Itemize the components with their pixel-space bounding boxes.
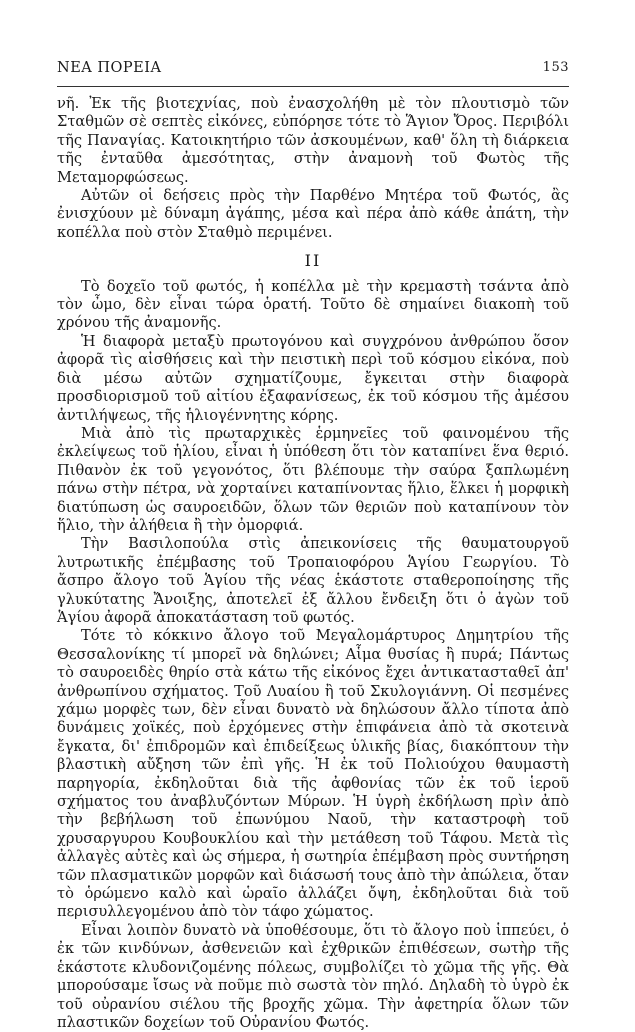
page-number: 153: [542, 60, 569, 75]
paragraph: Εἶναι λοιπὸν δυνατὸ νὰ ὑποθέσουμε, ὅτι τὸ ἄλογο ποὺ ἱππεύει, ὁ ἐκ τῶν κινδύνων, ἀσθενειῶν καὶ ἐχθρικῶν ἐπιθέσεων, σωτὴρ τῆς ἑκάστοτε κλυδονιζομένης πόλεως, συμβολίζει τὸ χῶμα τῆς γῆς. Θὰ μπορούσαμε ἴσως νὰ ποῦμε πιὸ σωστὰ τὸν πηλό. Δηλαδὴ τὸ ὑγρὸ ἐκ τοῦ οὐρανίου σιέλου τῆς βροχῆς χῶμα. Τὴν ἀφετηρία ὅλων τῶν πλαστικῶν δοχείων τοῦ Οὐρανίου Φωτός.: [57, 921, 569, 1031]
running-header: [57, 60, 569, 80]
paragraph: Αὐτῶν οἱ δεήσεις πρὸς τὴν Παρθένο Μητέρα τοῦ Φωτός, ἂς ἐνισχύουν μὲ δύναμη ἀγάπης, μέσα καὶ πέρα ἀπὸ κάθε ἀπάτη, τὴν κοπέλλα ποὺ στὸν Σταθμὸ περιμένει.: [57, 187, 569, 241]
journal-title: ΝΕΑ ΠΟΡΕΙΑ: [57, 60, 162, 76]
header-rule: [57, 86, 569, 87]
paragraph: Τότε τὸ κόκκινο ἄλογο τοῦ Μεγαλομάρτυρος Δημητρίου τῆς Θεσσαλονίκης τί μπορεῖ νὰ δηλώνει; Αἷμα θυσίας ἢ πυρά; Πάντως τὸ σαυροειδὲς θηρίο στὰ κάτω τῆς εἰκόνος ἔχει ἀντικατασταθεῖ ἀπ' ἀνθρωπίνου σχήματος. Τοῦ Λυαίου ἢ τοῦ Σκυλογιάννη. Οἱ πεσμένες χάμω μορφὲς των, δὲν εἶναι δυνατὸ νὰ δηλώσουν ἄλλο τίποτα ἀπὸ δυνάμεις χοϊκές, ποὺ ἐρχόμενες στὴν ἐπιφάνεια ἀπὸ τὰ σκοτεινὰ ἔγκατα, δι' ἐπιδρομῶν καὶ ἐπιδείξεως ὑλικῆς βίας, διακόπτουν τὴν βλαστικὴ αὔξηση τῶν ἐπὶ γῆς. Ἡ ἐκ τοῦ Πολιούχου θαυμαστὴ παρηγορία, ἐκδηλοῦται διὰ τῆς ἀφθονίας τῶν ἐκ τοῦ ἱεροῦ σχήματος του ἀναβλυζόντων Μύρων. Ἡ ὑγρὴ ἐκδήλωση πρὶν ἀπὸ τὴν βεβήλωση τοῦ ἐπωνύμου Ναοῦ, τὴν καταστροφὴ τοῦ χρυσαργυρου Κουβουκλίου καὶ τὴν μετάθεση τοῦ Τάφου. Μετὰ τὶς ἀλλαγὲς αὐτὲς καὶ ὡς σήμερα, ἡ σωτηρία ἐπέμβαση πρὸς συντήρηση τῶν πλασματικῶν μορφῶν καὶ διάσωσή τους ἀπὸ τὴν ἀπώλεια, ὅταν τὸ ὁρώμενο καλὸ καὶ ὡραῖο ἀλλάζει ὄψη, ἐκδηλοῦται διὰ τοῦ περισυλλεγομένου ἀπὸ τὸν τάφο χώματος.: [57, 627, 569, 921]
body-text: [57, 95, 569, 1032]
paragraph: Τὴν Βασιλοπούλα στὶς ἀπεικονίσεις τῆς θαυματουργοῦ λυτρωτικῆς ἐπέμβασης τοῦ Τροπαιοφόρου Ἁγίου Γεωργίου. Τὸ ἄσπρο ἄλογο τοῦ Ἁγίου τῆς νέας ἑκάστοτε σταθεροποίησης τῆς γλυκύτατης Ἄνοιξης, ἀποτελεῖ ἐξ ἄλλου ἔνδειξη ὅτι ὁ ἀγὼν τοῦ Ἁγίου ἀφορᾶ ἀποκατάσταση τοῦ φωτός.: [57, 535, 569, 626]
section-heading: II: [304, 251, 322, 271]
paragraph: νῆ. Ἐκ τῆς βιοτεχνίας, ποὺ ἐνασχολήθη μὲ τὸν πλουτισμὸ τῶν Σταθμῶν σὲ σεπτὲς εἰκόνες, εὐπόρησε τότε τὸ Ἅγιον Ὄρος. Περιβόλι τῆς Παναγίας. Κατοικητήριο τῶν ἀσκουμένων, καθ' ὅλη τὴ διάρκεια τῆς ἐνταῦθα ἀμεσότητας, στὴν ἀναμονὴ τοῦ Φωτὸς τῆς Μεταμορφώσεως.: [57, 95, 569, 186]
paragraph: Ἡ διαφορὰ μεταξὺ πρωτογόνου καὶ συγχρόνου ἀνθρώπου ὅσον ἀφορᾶ τὶς αἰσθήσεις καὶ τὴν πειστικὴ περὶ τοῦ κόσμου εἰκόνα, ποὺ διὰ μέσω αὐτῶν σχηματίζουμε, ἔγκειται στὴν διαφορὰ προσδιορισμοῦ τοῦ αἰτίου ἐξαφανίσεως, ἐκ τοῦ κόσμου τῆς ἀμέσου ἀντιλήψεως, τῆς ἡλιογέννητης κόρης.: [57, 332, 569, 424]
paragraph: Μιὰ ἀπὸ τὶς πρωταρχικὲς ἑρμηνεῖες τοῦ φαινομένου τῆς ἐκλείψεως τοῦ ἡλίου, εἶναι ἡ ὑπόθεση ὅτι τὸν καταπίνει ἕνα θεριό. Πιθανὸν ἐκ τοῦ γεγονότος, ὅτι βλέπουμε τὴν σαύρα ξαπλωμένη πάνω στὴν πέτρα, νὰ χορταίνει καταπίνοντας ἥλιο, ἕλκει ἡ μορφικὴ διατύπωση ὡς σαυροειδῶν, ὅλων τῶν θεριῶν ποὺ καταπίνουν τὸν ἥλιο, τὴν ἀλήθεια ἢ τὴν ὀμορφιά.: [57, 424, 569, 534]
paragraph: Τὸ δοχεῖο τοῦ φωτός, ἡ κοπέλλα μὲ τὴν κρεμαστὴ τσάντα ἀπὸ τὸν ὦμο, δὲν εἶναι τώρα ὁρατή. Τοῦτο δὲ σημαίνει διακοπὴ τοῦ χρόνου τῆς ἀναμονῆς.: [57, 277, 569, 332]
